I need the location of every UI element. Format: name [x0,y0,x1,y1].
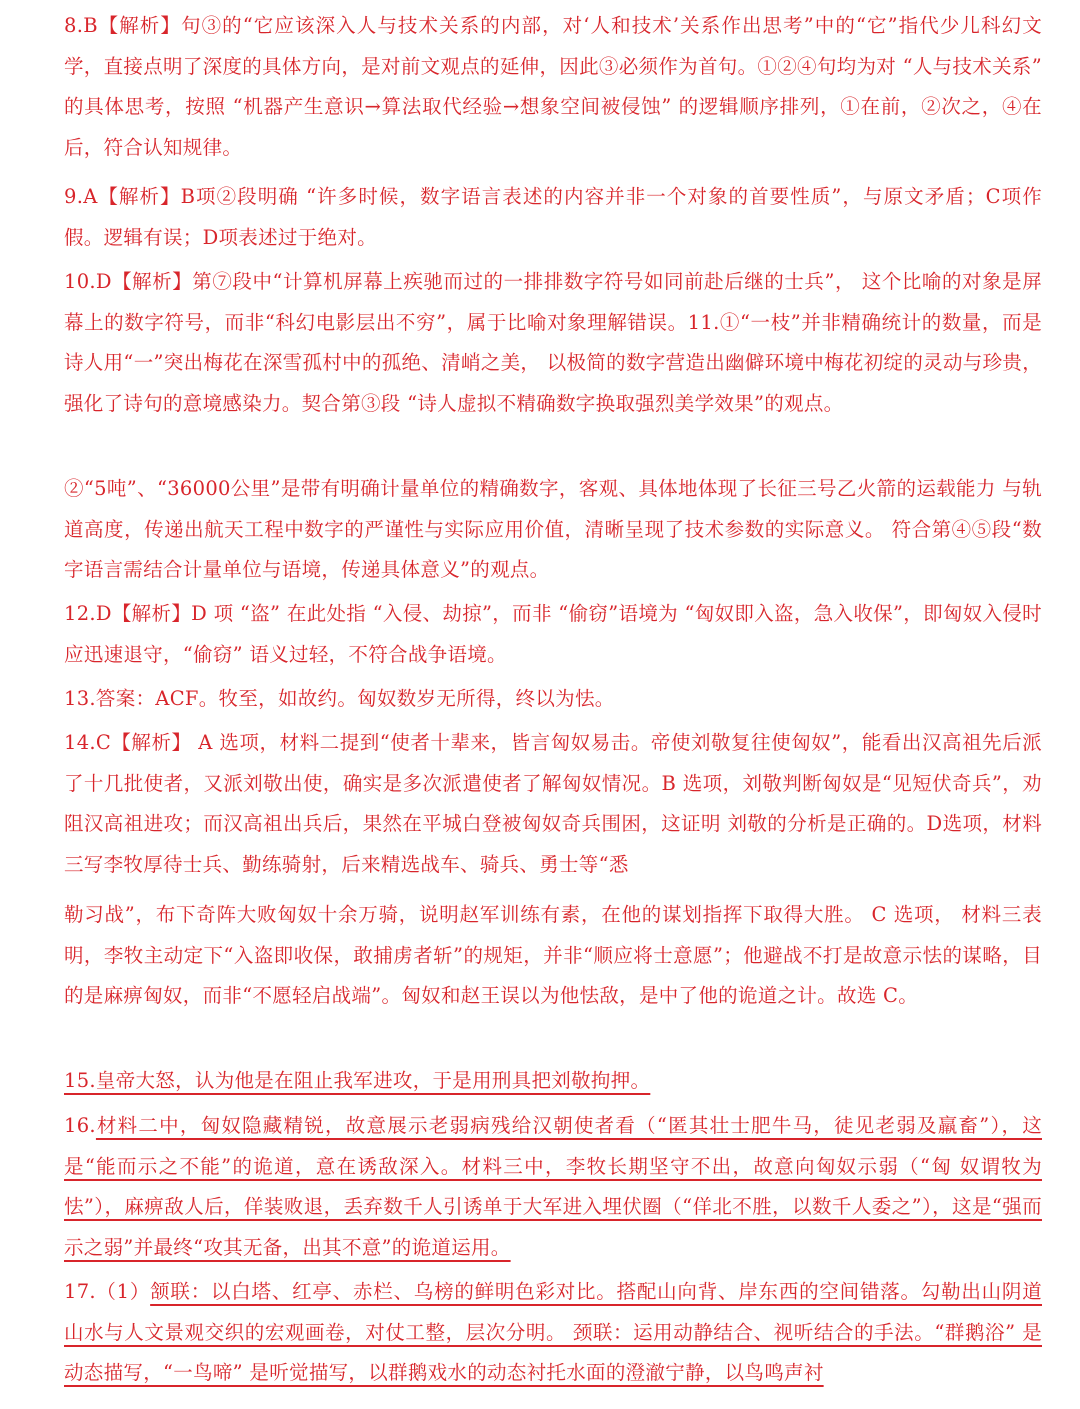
answer-16 [64,1106,1042,1268]
answer-15: 15.皇帝大怒，认为他是在阻止我军进攻，于是用刑具把刘敬拘押。 [64,1069,651,1092]
answer-14: 14.C【解析】 A 选项，材料二提到“使者十辈来，皆言匈奴易击。帝使刘敬复往使匈奴”，能看出汉高祖先后派了十几批使者，又派刘敬出使，确实是多次派遣使者了解匈奴情况。B 选项，刘敬判断匈奴是“见短伏奇兵”，劝阻汉高祖进攻；而汉高祖出兵后，果然在平城白登被匈奴奇兵围困，这证明 刘敬的分析是正确的。D选项，材料三写李牧厚待士兵、勤练骑射，后来精选战车、骑兵、勇士等“悉 [64,731,1042,876]
answer-16-number: 16. [64,1114,96,1137]
answer-8: 8.B【解析】句③的“它应该深入人与技术关系的内部，对‘人和技术’关系作出思考”中的“它”指代少儿科幻文学，直接点明了深度的具体方向，是对前文观点的延伸，因此③必须作为首句。①②④句均为对 “人与技术关系” 的具体思考，按照 “机器产生意识→算法取代经验→想象空间被侵蚀” 的逻辑顺序排列，①在前，②次之，④在后，符合认知规律。 [64,14,1042,159]
answer-9: 9.A【解析】B项②段明确 “许多时候，数字语言表述的内容并非一个对象的首要性质”，与原文矛盾；C项作假。逻辑有误；D项表述过于绝对。 [64,185,1042,249]
answer-12: 12.D【解析】D 项 “盗” 在此处指 “入侵、劫掠”，而非 “偷窃”语境为 “匈奴即入盗，急入收保”，即匈奴入侵时应迅速退守，“偷窃” 语义过轻，不符合战争语境。 [64,602,1042,666]
answer-10-11: 10.D【解析】第⑦段中“计算机屏幕上疾驰而过的一排排数字符号如同前赴后继的士兵”， 这个比喻的对象是屏幕上的数字符号，而非“科幻电影层出不穷”，属于比喻对象理解错误。11.①“一枝”并非精确统计的数量，而是诗人用“一”突出梅花在深雪孤村中的孤绝、清峭之美， 以极简的数字营造出幽僻环境中梅花初绽的灵动与珍贵，强化了诗句的意境感染力。契合第③段 “诗人虚拟不精确数字换取强烈美学效果”的观点。 [64,270,1042,415]
answer-16-text: 材料二中，匈奴隐藏精锐，故意展示老弱病残给汉朝使者看（“匿其壮士肥牛马，徒见老弱及羸畜”），这是“能而示之不能”的诡道，意在诱敌深入。材料三中，李牧长期坚守不出，故意向匈奴示弱（“匈 奴谓牧为怯”），麻痹敌人后，佯装败退，丢弃数千人引诱单于大军进入埋伏圈（“佯北不胜，以数千人委之”），这是“强而示之弱”并最终“攻其无备，出其不意”的诡道运用。 [64,1114,1042,1259]
answer-17 [64,1272,1042,1394]
answer-17-number: 17.（1） [64,1280,151,1303]
answer-17-text: 颔联：以白塔、红亭、赤栏、乌榜的鲜明色彩对比。搭配山向背、岸东西的空间错落。勾勒出山阴道 山水与人文景观交织的宏观画卷，对仗工整，层次分明。 颈联：运用动静结合、视听结合的手法。“群鹅浴” 是动态描写，“一鸟啼” 是听觉描写，以群鹅戏水的动态衬托水面的澄澈宁静，以鸟鸣声衬 [64,1280,1042,1384]
answer-14-continued: 勒习战”，布下奇阵大败匈奴十余万骑，说明赵军训练有素，在他的谋划指挥下取得大胜。 C 选项， 材料三表明，李牧主动定下“入盗即收保，敢捕虏者斩”的规矩，并非“顺应将士意愿”；他避战不打是故意示怯的谋略，目的是麻痹匈奴，而非“不愿轻启战端”。匈奴和赵王误以为他怯敌，是中了他的诡道之计。故选 C。 [64,903,1042,1007]
answer-13: 13.答案：ACF。牧至，如故约。匈奴数岁无所得，终以为怯。 [64,687,615,710]
answer-11-part2: ②“5吨”、“36000公里”是带有明确计量单位的精确数字，客观、具体地体现了长征三号乙火箭的运载能力 与轨道高度，传递出航天工程中数字的严谨性与实际应用价值，清晰呈现了技术参数的实际意义。 符合第④⑤段“数字语言需结合计量单位与语境，传递具体意义”的观点。 [64,477,1042,581]
